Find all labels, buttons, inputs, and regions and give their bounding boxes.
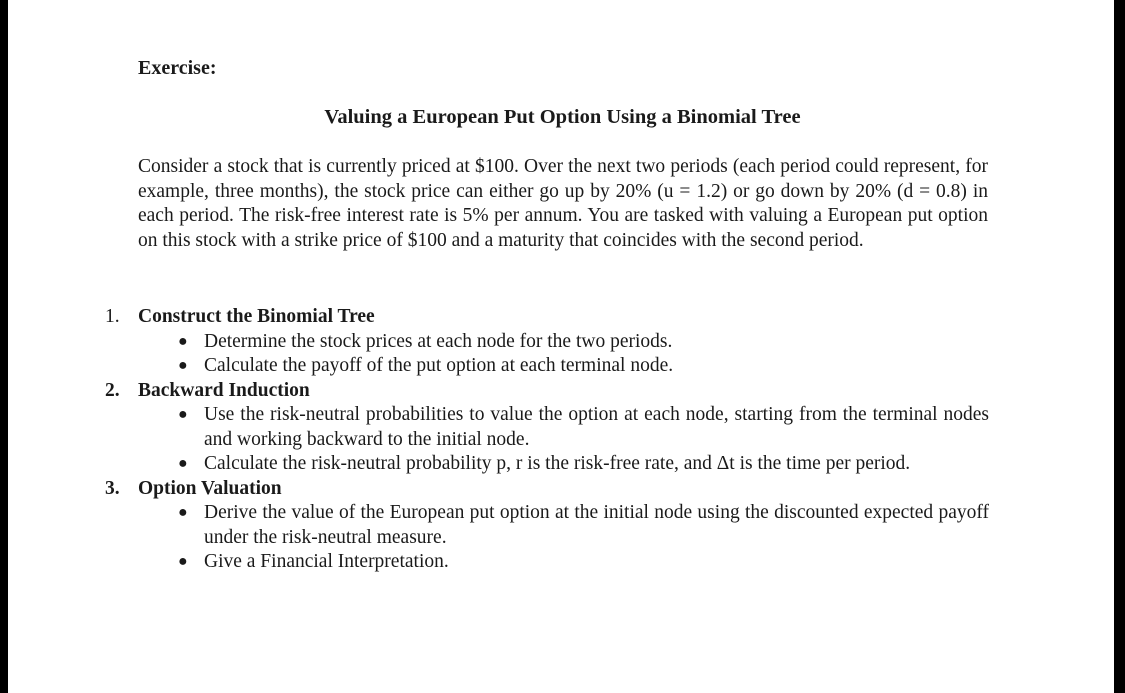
- step-3-bullet-2: [105, 550, 989, 575]
- step-3-bullets: [105, 501, 989, 575]
- steps-list: [105, 305, 989, 575]
- step-1-bullet-1-text: Determine the stock prices at each node for the two periods.: [204, 330, 673, 352]
- step-3-bullet-1: [105, 501, 989, 550]
- step-1: [105, 305, 989, 379]
- document-page: [8, 0, 1114, 693]
- step-3-number: 3.: [105, 477, 120, 499]
- step-2-bullet-1: [105, 403, 989, 452]
- step-1-bullet-2-text: Calculate the payoff of the put option at each terminal node.: [204, 355, 674, 376]
- step-1-number: 1.: [105, 306, 120, 327]
- step-3-bullet-1-text: Derive the value of the European put option at the initial node using the discounted expected payoff under the risk-neutral measure.: [204, 502, 989, 548]
- step-1-bullets: [105, 330, 989, 379]
- step-2-heading: [105, 379, 989, 404]
- step-2-bullet-2-text: Calculate the risk-neutral probability p, r is the risk-free rate, and Δt is the time per period.: [204, 453, 911, 474]
- bullet-dot-icon: ●: [178, 455, 188, 472]
- step-1-bullet-1: [105, 330, 989, 355]
- step-2-bullets: [105, 403, 989, 477]
- step-2-title: Backward Induction: [138, 379, 310, 401]
- step-3-title: Option Valuation: [138, 477, 282, 499]
- bullet-dot-icon: ●: [178, 504, 188, 521]
- bullet-dot-icon: ●: [178, 332, 188, 350]
- bullet-dot-icon: ●: [178, 357, 188, 374]
- exercise-heading: Exercise:: [138, 57, 217, 79]
- step-3: [105, 477, 989, 575]
- step-3-heading: [105, 477, 989, 502]
- intro-paragraph: Consider a stock that is currently priced at $100. Over the next two periods (each period could represent, for example, three months), the stock price can either go up by 20% (u = 1.2) or go down by 20% (d = 0.8) in each period. The risk-free interest rate is 5% per annum. You are tasked with valuing a European put option on this stock with a strike price of $100 and a maturity that coincides with the second period.: [138, 156, 988, 251]
- step-3-bullet-2-text: Give a Financial Interpretation.: [204, 551, 449, 572]
- step-2-bullet-1-text: Use the risk-neutral probabilities to value the option at each node, starting from the terminal nodes and working backward to the initial node.: [204, 404, 989, 450]
- step-1-heading: [105, 305, 989, 330]
- step-2: [105, 379, 989, 477]
- step-1-title: Construct the Binomial Tree: [138, 306, 375, 327]
- document-title: Valuing a European Put Option Using a Binomial Tree: [324, 106, 801, 128]
- step-1-bullet-2: [105, 354, 989, 379]
- step-2-bullet-2: [105, 452, 989, 477]
- step-2-number: 2.: [105, 379, 120, 401]
- bullet-dot-icon: ●: [178, 406, 188, 423]
- bullet-dot-icon: ●: [178, 553, 188, 570]
